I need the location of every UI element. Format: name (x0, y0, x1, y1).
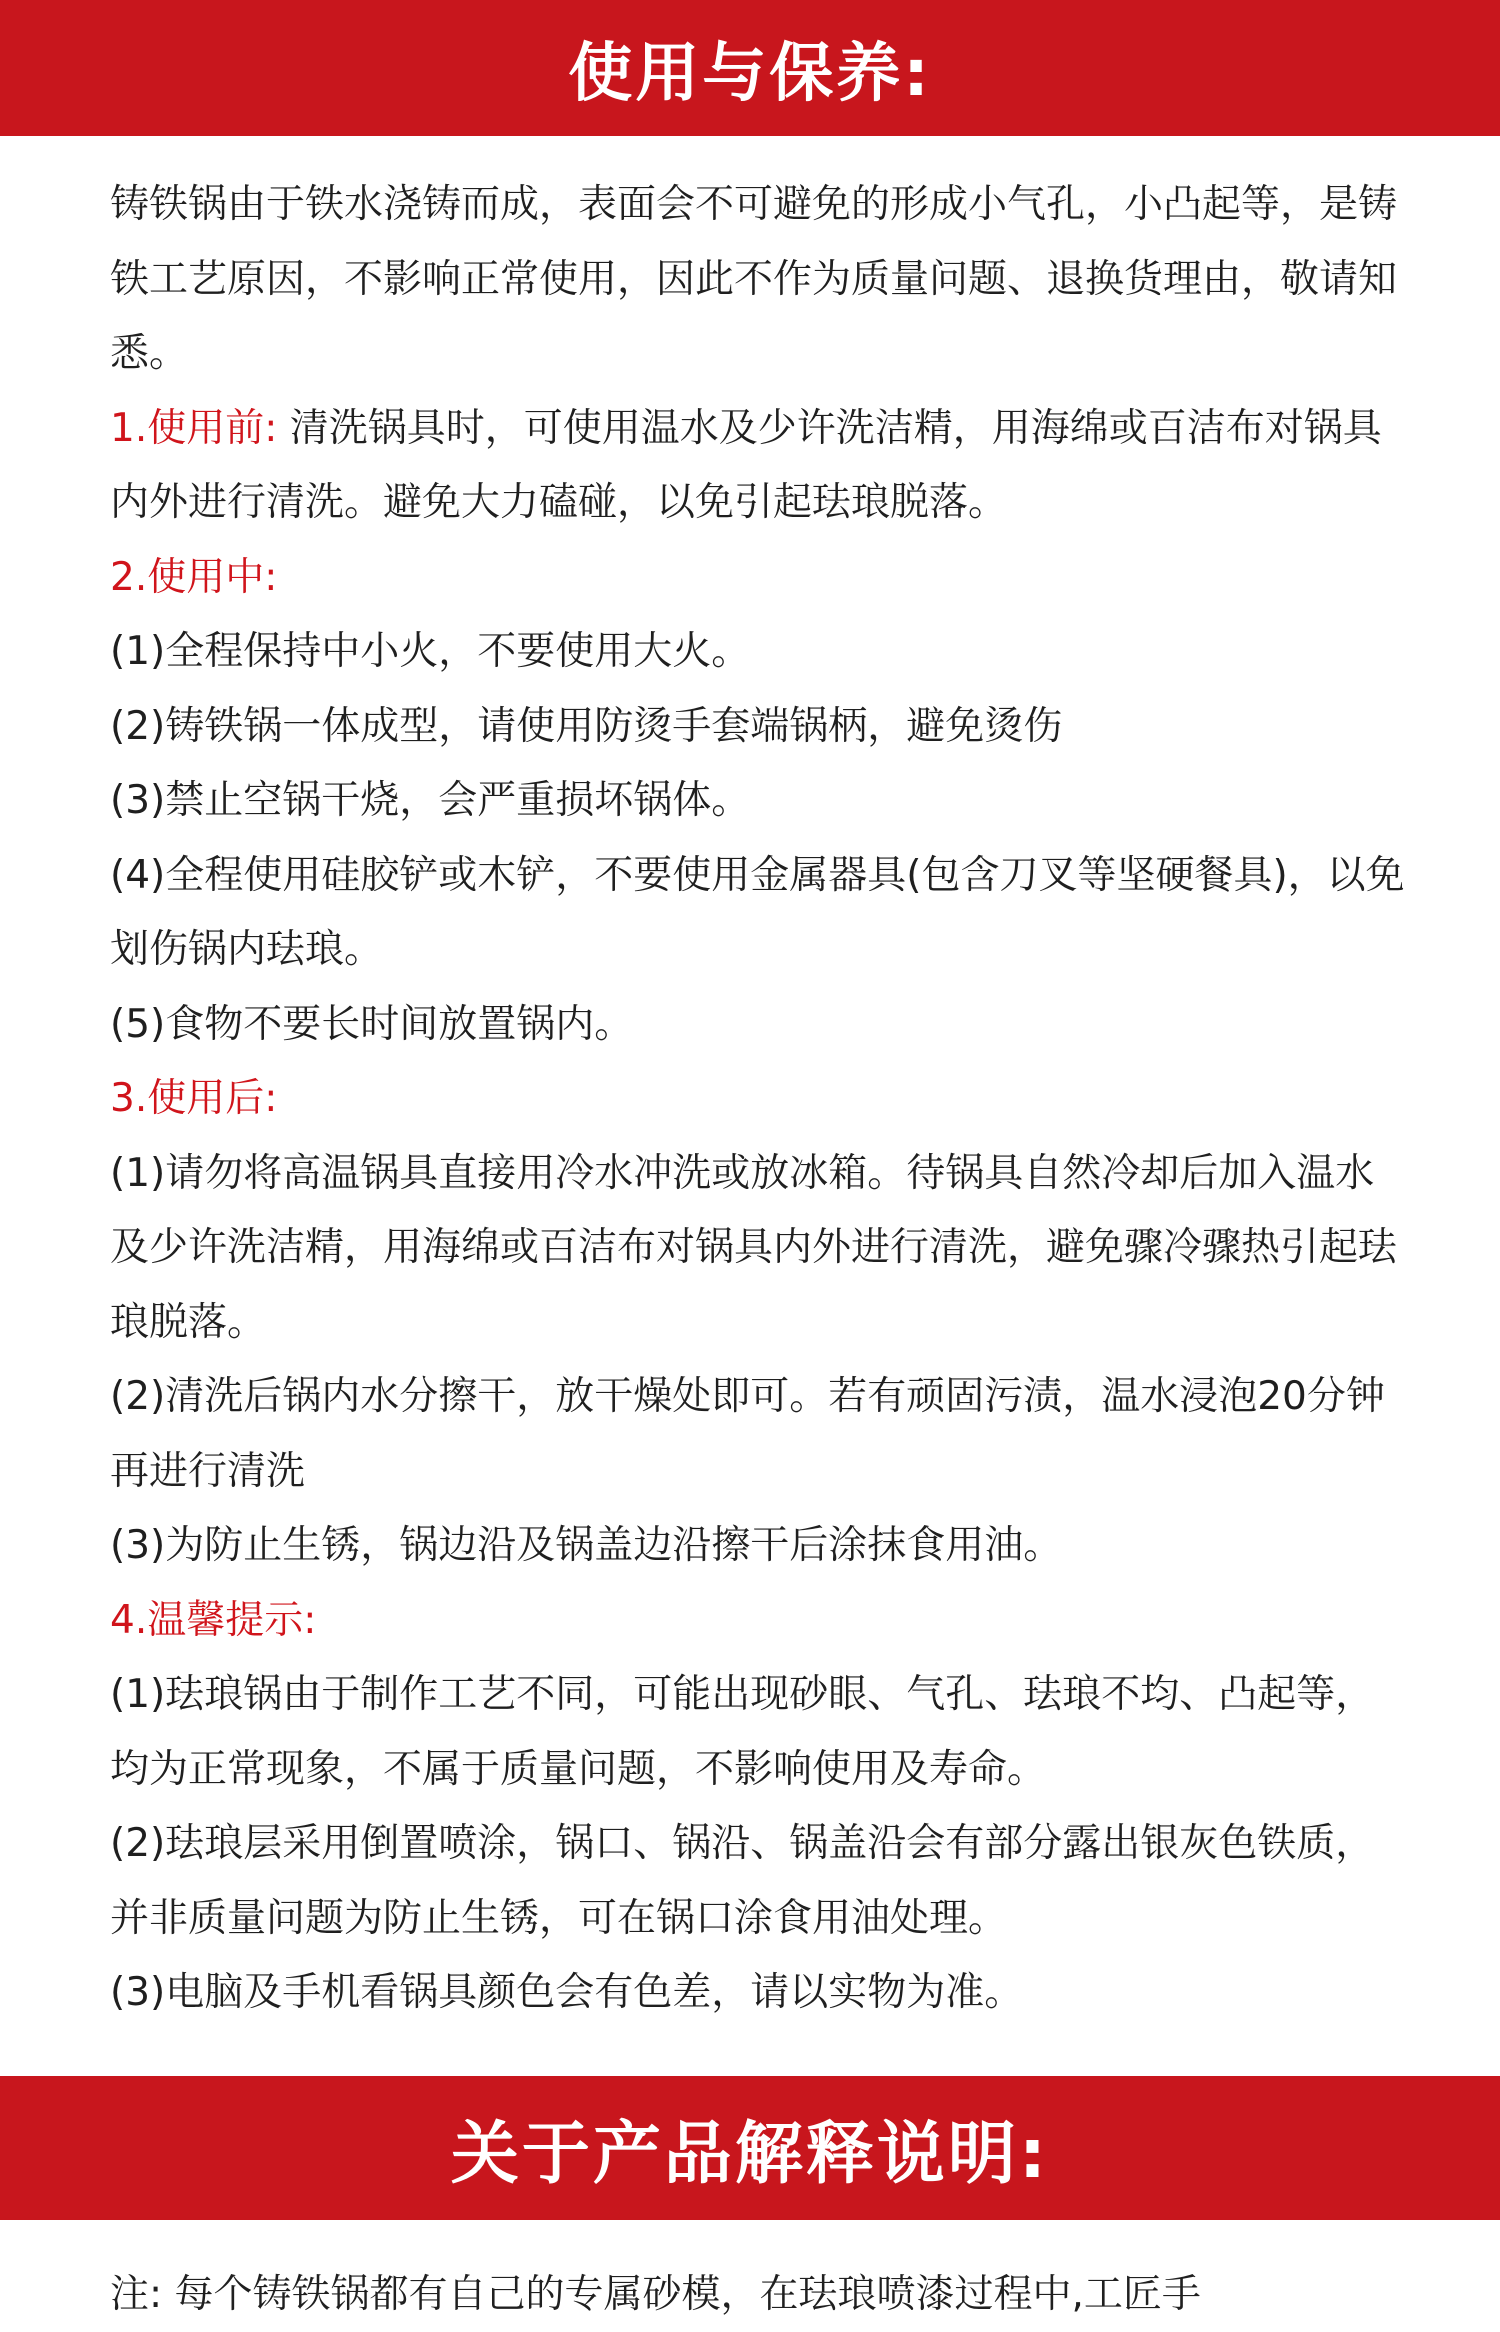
note-paragraph: 注: 每个铸铁锅都有自己的专属砂模，在珐琅喷漆过程中,工匠手 (110, 2272, 1201, 2317)
usage-care-content (110, 168, 1410, 2031)
intro-paragraph: 铸铁锅由于铁水浇铸而成，表面会不可避免的形成小气孔，小凸起等，是铸铁工艺原因，不影响正常使用，因此不作为质量问题、退换货理由，敬请知悉。 (110, 182, 1398, 376)
after-use-item-2: (2)清洗后锅内水分擦干，放干燥处即可。若有顽固污渍，温水浸泡20分钟再进行清洗 (110, 1374, 1385, 1494)
during-use-item-2: (2)铸铁锅一体成型，请使用防烫手套端锅柄，避免烫伤 (110, 703, 1063, 749)
product-explanation-title: 关于产品解释说明: (450, 2114, 1050, 2194)
during-use-item-3: (3)禁止空锅干烧，会严重损坏锅体。 (110, 778, 751, 823)
before-use-text: 清洗锅具时，可使用温水及少许洗洁精，用海绵或百洁布对锅具内外进行清洗。避免大力磕碰，以免引起珐琅脱落。 (110, 405, 1382, 525)
during-use-heading: 2.使用中: (110, 554, 278, 600)
tips-item-2: (2)珐琅层采用倒置喷涂，锅口、锅沿、锅盖沿会有部分露出银灰色铁质，并非质量问题为防止生锈，可在锅口涂食用油处理。 (110, 1821, 1375, 1941)
after-use-item-1: (1)请勿将高温锅具直接用冷水冲洗或放冰箱。待锅具自然冷却后加入温水及少许洗洁精，用海绵或百洁布对锅具内外进行清洗，避免骤冷骤热引起珐琅脱落。 (110, 1150, 1398, 1345)
before-use-heading: 1.使用前: (110, 405, 278, 451)
after-use-item-3: (3)为防止生锈，锅边沿及锅盖边沿擦干后涂抹食用油。 (110, 1523, 1063, 1568)
usage-care-banner (0, 0, 1500, 136)
during-use-item-5: (5)食物不要长时间放置锅内。 (110, 1001, 634, 1047)
before-use-paragraph (110, 392, 1410, 541)
during-use-item-4: (4)全程使用硅胶铲或木铲，不要使用金属器具(包含刀叉等坚硬餐具)，以免划伤锅内珐琅。 (110, 852, 1405, 972)
tips-item-1: (1)珐琅锅由于制作工艺不同，可能出现砂眼、气孔、珐琅不均、凸起等，均为正常现象，不属于质量问题，不影响使用及寿命。 (110, 1672, 1375, 1792)
usage-care-title: 使用与保养: (568, 37, 932, 111)
tips-item-3: (3)电脑及手机看锅具颜色会有色差，请以实物为准。 (110, 1970, 1024, 2015)
after-use-heading: 3.使用后: (110, 1076, 278, 1121)
during-use-item-1: (1)全程保持中小火，不要使用大火。 (110, 629, 751, 674)
tips-heading: 4.温馨提示: (110, 1597, 317, 1643)
product-explanation-banner (0, 2076, 1500, 2220)
